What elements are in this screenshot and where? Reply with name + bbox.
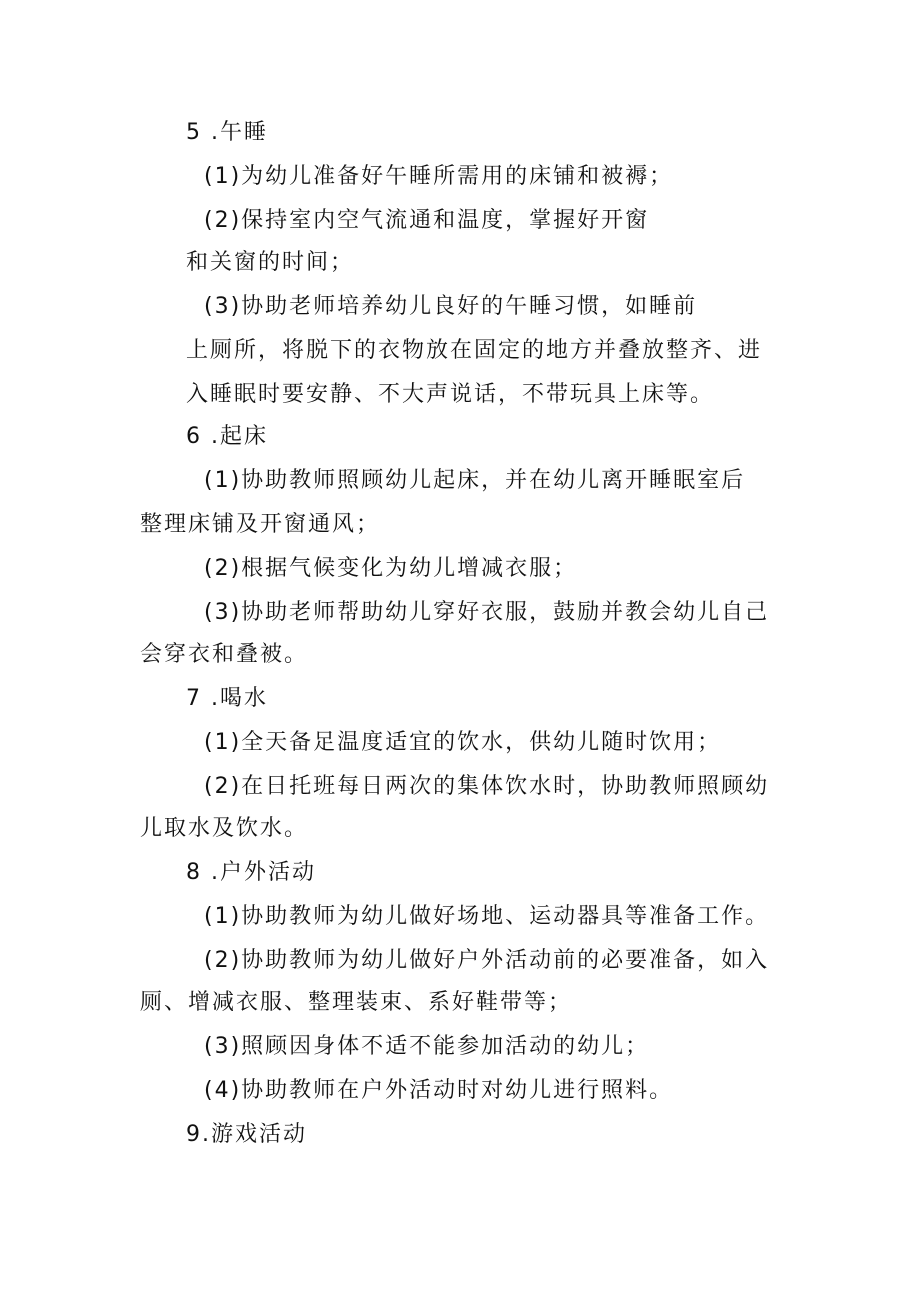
paragraph-line: (2)根据气候变化为幼儿增减衣服； — [204, 556, 578, 581]
heading-outdoor-activities: 8 .户外活动 — [186, 860, 316, 885]
heading-drink-water: 7 .喝水 — [186, 686, 268, 711]
paragraph-line: 上厕所，将脱下的衣物放在固定的地方并叠放整齐、进 — [186, 338, 763, 363]
paragraph-line: (2)在日托班每日两次的集体饮水时，协助教师照顾幼 — [204, 774, 770, 799]
paragraph-line: 厕、增减衣服、整理装束、系好鞋带等； — [140, 990, 573, 1015]
paragraph-line: (1)为幼儿准备好午睡所需用的床铺和被褥； — [204, 164, 674, 189]
paragraph-line: (1)协助教师照顾幼儿起床，并在幼儿离开睡眠室后 — [204, 468, 746, 493]
paragraph-line: (2)保持室内空气流通和温度，掌握好开窗 — [204, 208, 650, 233]
heading-game-activities: 9.游戏活动 — [186, 1122, 307, 1147]
paragraph-line: (1)全天备足温度适宜的饮水，供幼儿随时饮用； — [204, 730, 722, 755]
paragraph-line: (3)照顾因身体不适不能参加活动的幼儿； — [204, 1034, 650, 1059]
paragraph-line: 会穿衣和叠被。 — [140, 642, 309, 667]
paragraph-line: 和关窗的时间； — [186, 250, 355, 275]
paragraph-line: (3)协助老师帮助幼儿穿好衣服，鼓励并教会幼儿自己 — [204, 600, 770, 625]
paragraph-line: (3)协助老师培养幼儿良好的午睡习惯，如睡前 — [204, 294, 698, 319]
heading-wake-up: 6 .起床 — [186, 424, 268, 449]
paragraph-line: 入睡眠时要安静、不大声说话，不带玩具上床等。 — [186, 382, 715, 407]
paragraph-line: (2)协助教师为幼儿做好户外活动前的必要准备，如入 — [204, 948, 770, 973]
paragraph-line: (4)协助教师在户外活动时对幼儿进行照料。 — [204, 1078, 674, 1103]
paragraph-line: (1)协助教师为幼儿做好场地、运动器具等准备工作。 — [204, 904, 770, 929]
paragraph-line: 儿取水及饮水。 — [140, 816, 309, 841]
paragraph-line: 整理床铺及开窗通风； — [140, 512, 381, 537]
heading-nap: 5 .午睡 — [186, 120, 268, 145]
